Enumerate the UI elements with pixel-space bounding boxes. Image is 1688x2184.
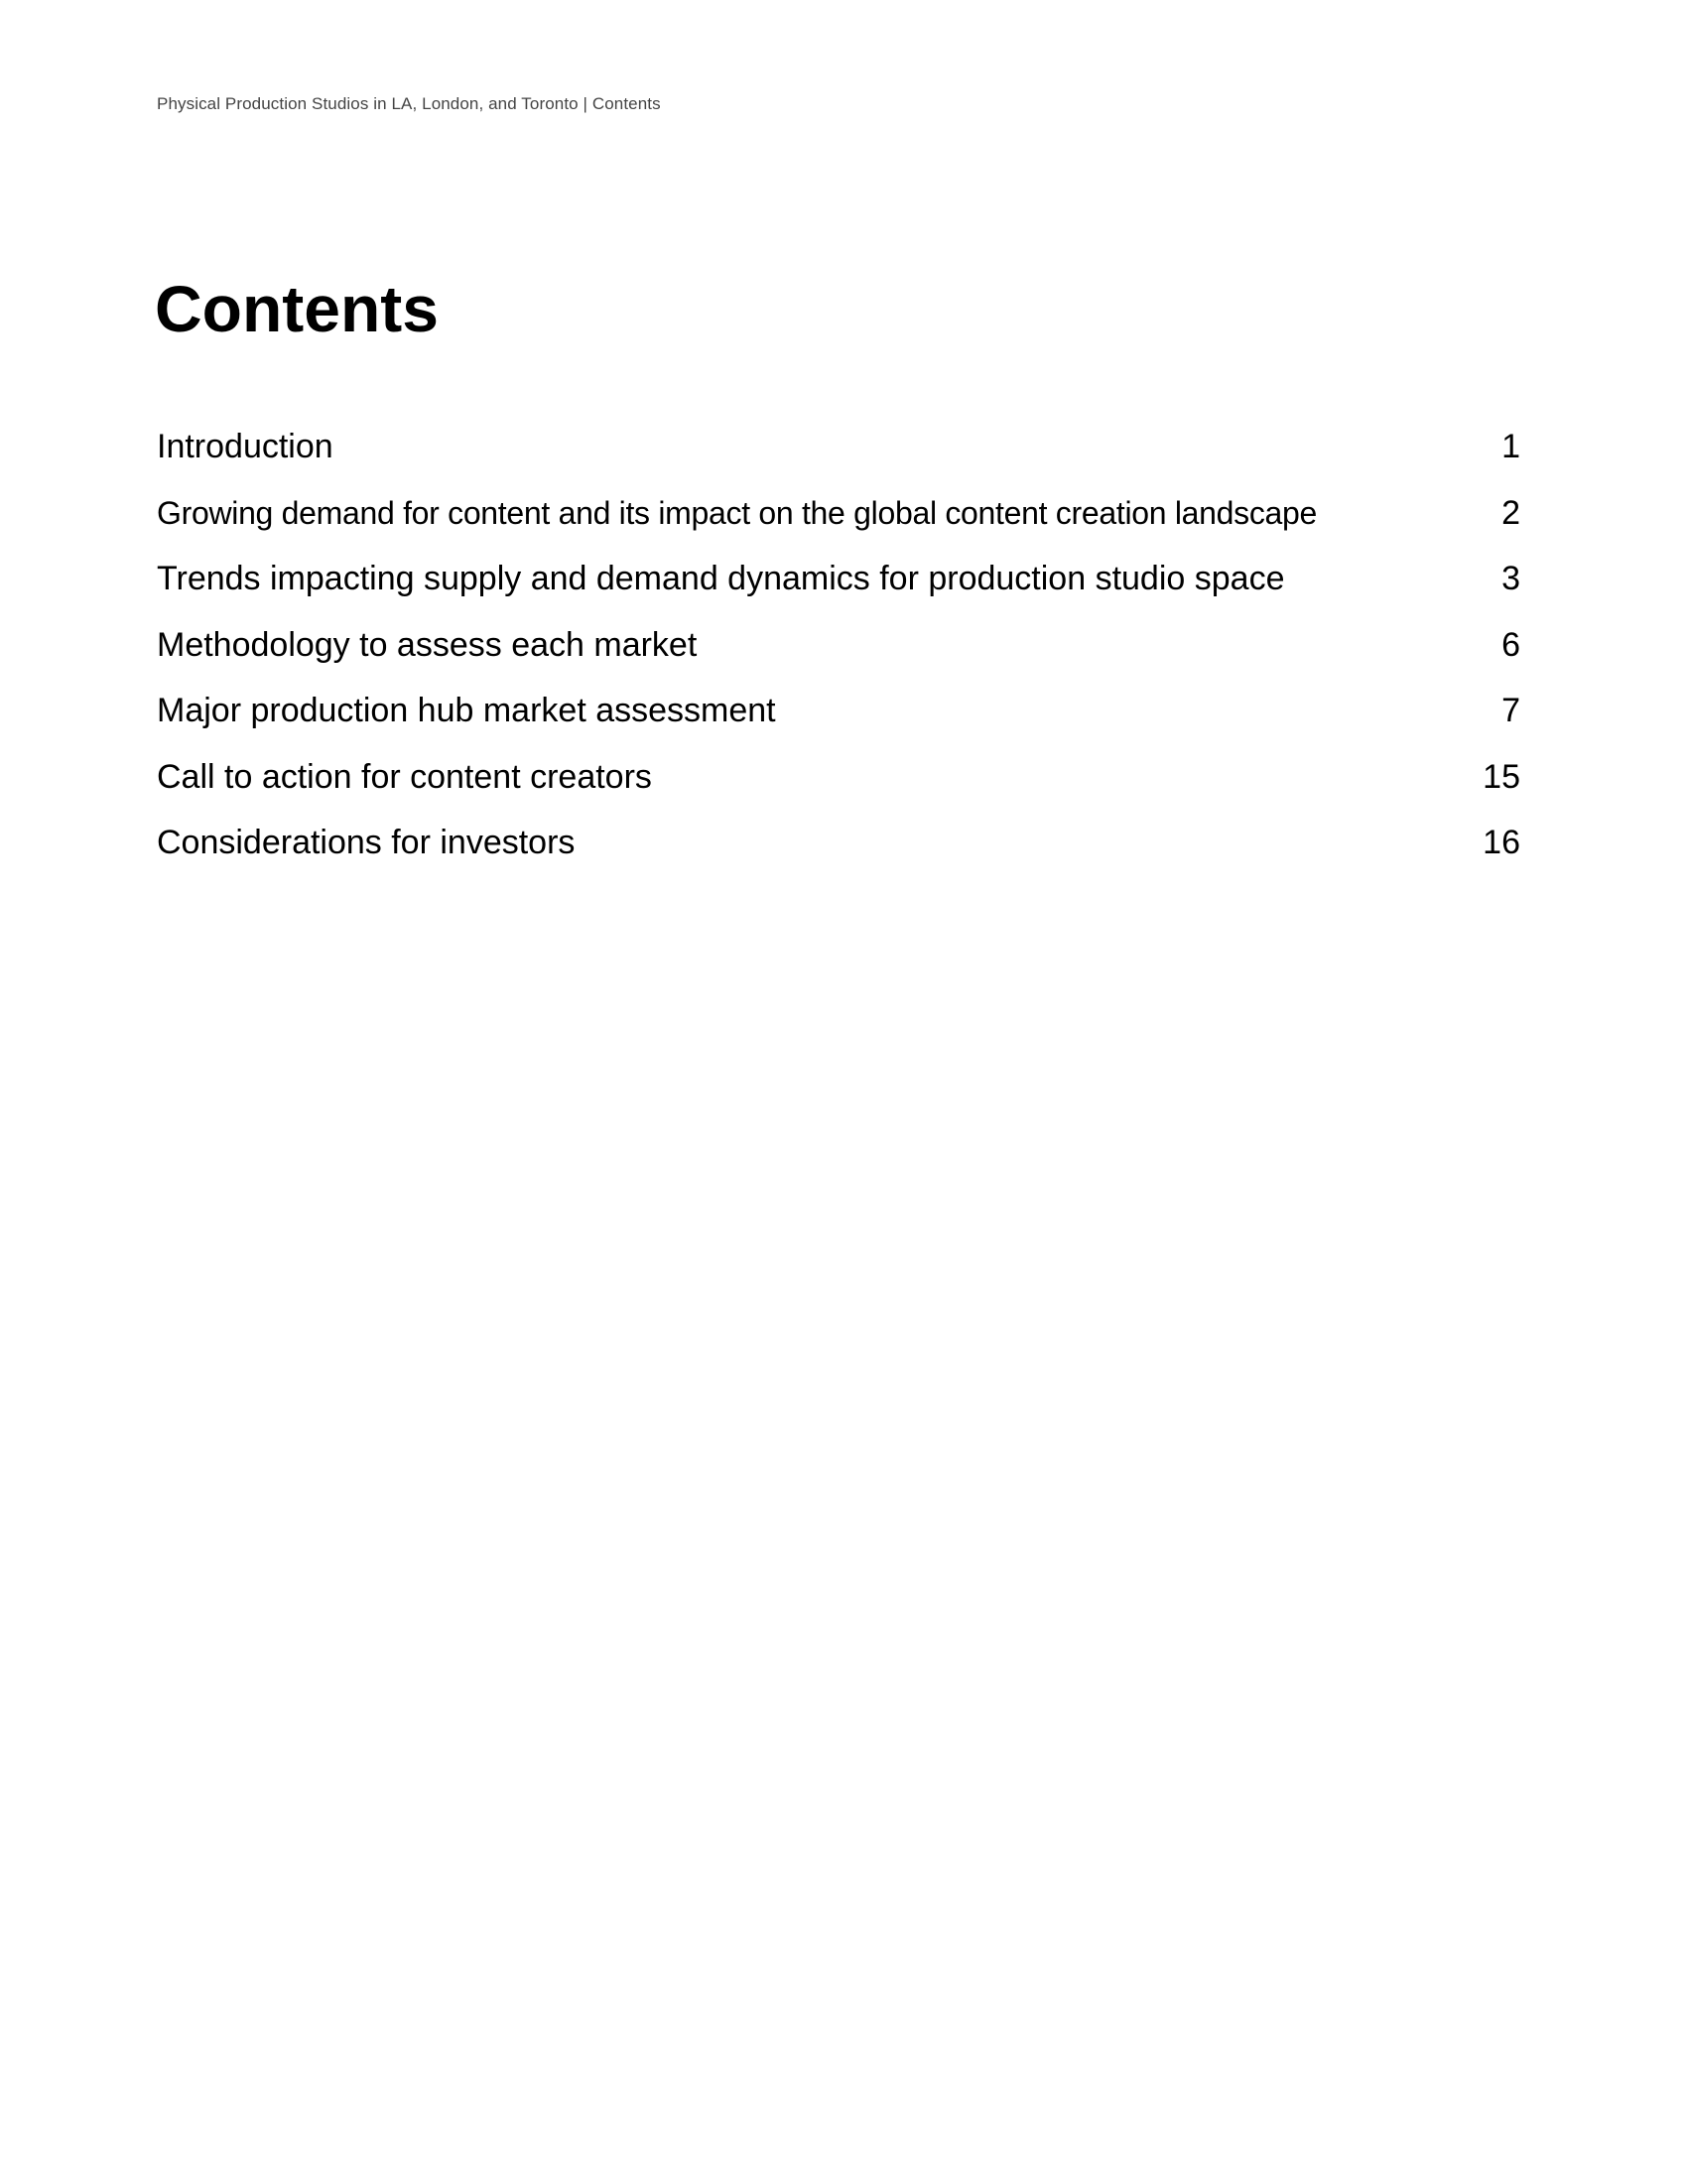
table-of-contents — [157, 429, 1520, 891]
toc-entry-market-assessment[interactable] — [157, 693, 1520, 759]
toc-entry-page-number: 16 — [1483, 824, 1520, 861]
toc-entry-title: Trends impacting supply and demand dynamics for production studio space — [157, 560, 1285, 597]
page-title: Contents — [155, 272, 439, 345]
toc-entry-call-to-action[interactable] — [157, 759, 1520, 826]
toc-entry-page-number: 3 — [1501, 560, 1520, 597]
toc-entry-page-number: 2 — [1501, 493, 1520, 532]
toc-entry-considerations[interactable] — [157, 825, 1520, 891]
toc-entry-introduction[interactable] — [157, 429, 1520, 495]
running-header: Physical Production Studios in LA, London, and Toronto | Contents — [157, 94, 661, 113]
toc-entry-title: Introduction — [157, 428, 333, 465]
toc-entry-title: Methodology to assess each market — [157, 625, 698, 664]
toc-entry-title: Considerations for investors — [157, 824, 576, 861]
toc-entry-page-number: 7 — [1501, 692, 1520, 729]
toc-entry-methodology[interactable] — [157, 627, 1520, 694]
toc-entry-page-number: 15 — [1483, 757, 1520, 796]
toc-entry-page-number: 1 — [1501, 428, 1520, 465]
toc-entry-title: Major production hub market assessment — [157, 692, 776, 729]
toc-entry-growing-demand[interactable] — [157, 495, 1520, 562]
toc-entry-title: Call to action for content creators — [157, 757, 652, 796]
toc-entry-page-number: 6 — [1501, 625, 1520, 664]
toc-entry-title: Growing demand for content and its impact on the global content creation landscape — [157, 494, 1318, 531]
toc-entry-trends[interactable] — [157, 561, 1520, 627]
